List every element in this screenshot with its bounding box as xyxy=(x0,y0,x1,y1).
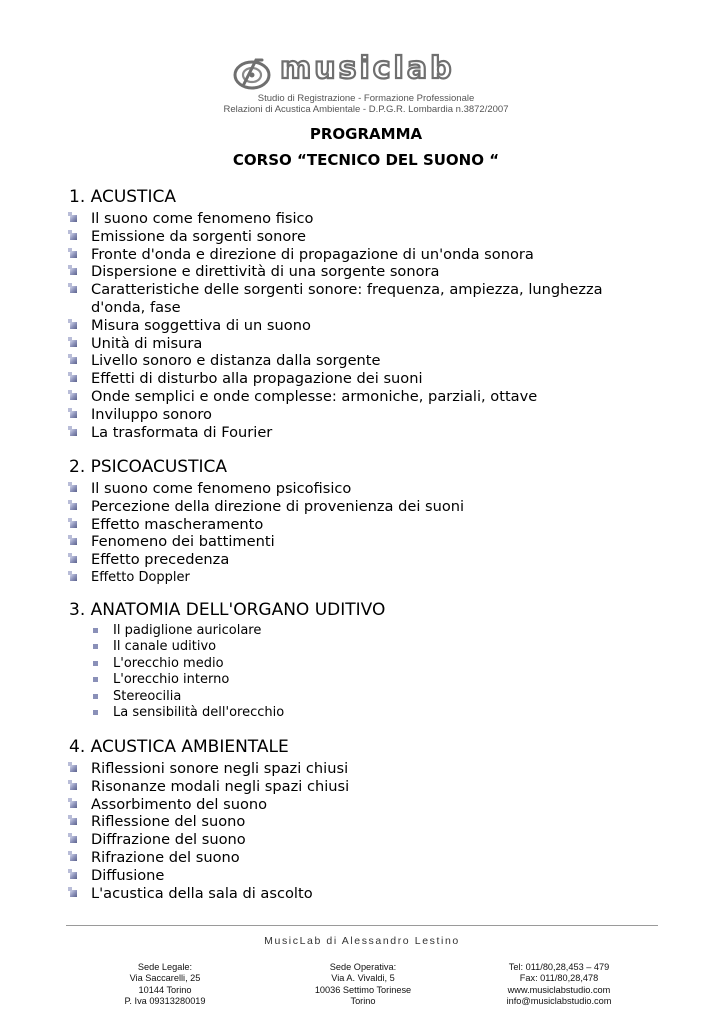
list-item: Dispersione e direttività di una sorgente sonora xyxy=(69,263,611,281)
footer-phone: Tel: 011/80,28,453 – 479 xyxy=(508,962,610,972)
list-item: Riflessioni sonore negli spazi chiusi xyxy=(69,760,611,778)
musiclab-logo-icon xyxy=(232,54,278,92)
square-bullet-icon xyxy=(70,357,77,364)
square-bullet-icon xyxy=(70,872,77,879)
list-item: L'acustica della sala di ascolto xyxy=(69,885,611,903)
footer-line: 10036 Settimo Torinese xyxy=(314,984,412,995)
footer-legal-address xyxy=(85,962,245,1007)
list-item: Effetto precedenza xyxy=(69,551,611,569)
square-bullet-icon xyxy=(70,268,77,275)
footer-line: Sede Legale: xyxy=(137,962,193,972)
square-bullet-icon xyxy=(70,393,77,400)
square-bullet-icon xyxy=(70,801,77,808)
list-item: L'orecchio medio xyxy=(91,656,633,672)
footer-contacts xyxy=(479,962,639,1007)
section-heading-anatomia: 3. ANATOMIA DELL'ORGANO UDITIVO xyxy=(69,600,386,620)
section-list-acustica xyxy=(69,210,611,441)
document-title: PROGRAMMA xyxy=(309,125,423,143)
square-bullet-icon xyxy=(70,538,77,545)
footer-website-link[interactable]: www.musiclabstudio.com xyxy=(507,984,611,995)
list-item: Percezione della direzione di provenienza dei suoni xyxy=(69,498,611,516)
list-item: Fenomeno dei battimenti xyxy=(69,533,611,551)
square-bullet-icon xyxy=(70,854,77,861)
square-bullet-icon xyxy=(70,340,77,347)
square-bullet-icon xyxy=(70,574,77,581)
list-item: Effetto Doppler xyxy=(69,569,611,587)
list-item: Diffusione xyxy=(69,867,611,885)
footer-line: Sede Operativa: xyxy=(329,962,397,972)
square-bullet-icon xyxy=(70,485,77,492)
list-item: Il canale uditivo xyxy=(91,639,633,655)
square-bullet-icon xyxy=(70,836,77,843)
square-bullet-icon xyxy=(93,661,98,666)
list-item: Caratteristiche delle sorgenti sonore: frequenza, ampiezza, lunghezza d'onda, fase xyxy=(69,281,611,317)
list-item: Effetti di disturbo alla propagazione dei suoni xyxy=(69,370,611,388)
square-bullet-icon xyxy=(70,286,77,293)
square-bullet-icon xyxy=(70,556,77,563)
list-item: Diffrazione del suono xyxy=(69,831,611,849)
list-item: Stereocilia xyxy=(91,689,633,705)
list-item: Unità di misura xyxy=(69,335,611,353)
footer-line: Via Saccarelli, 25 xyxy=(129,973,201,984)
list-item: Fronte d'onda e direzione di propagazione di un'onda sonora xyxy=(69,246,611,264)
square-bullet-icon xyxy=(70,233,77,240)
section-list-acustica-ambientale xyxy=(69,760,611,902)
square-bullet-icon xyxy=(70,251,77,258)
list-item: Il suono come fenomeno fisico xyxy=(69,210,611,228)
list-item: Emissione da sorgenti sonore xyxy=(69,228,611,246)
list-item: Rifrazione del suono xyxy=(69,849,611,867)
square-bullet-icon xyxy=(70,215,77,222)
square-bullet-icon xyxy=(93,694,98,699)
list-item: Assorbimento del suono xyxy=(69,796,611,814)
square-bullet-icon xyxy=(70,783,77,790)
list-item: La sensibilità dell'orecchio xyxy=(91,705,633,721)
section-heading-acustica-ambientale: 4. ACUSTICA AMBIENTALE xyxy=(69,737,289,757)
square-bullet-icon xyxy=(70,322,77,329)
square-bullet-icon xyxy=(70,375,77,382)
list-item: Il padiglione auricolare xyxy=(91,623,633,639)
square-bullet-icon xyxy=(70,765,77,772)
square-bullet-icon xyxy=(70,890,77,897)
square-bullet-icon xyxy=(70,411,77,418)
header-subtitle-line2: Relazioni di Acustica Ambientale - D.P.G.R. Lombardia n.3872/2007 xyxy=(223,104,509,115)
square-bullet-icon xyxy=(93,710,98,715)
footer-line: P. Iva 09313280019 xyxy=(124,995,206,1006)
footer-operative-address xyxy=(283,962,443,1007)
list-item: Livello sonoro e distanza dalla sorgente xyxy=(69,352,611,370)
header-subtitle-line1: Studio di Registrazione - Formazione Professionale xyxy=(257,93,475,104)
list-item: Onde semplici e onde complesse: armoniche, parziali, ottave xyxy=(69,388,611,406)
list-item: Misura soggettiva di un suono xyxy=(69,317,611,335)
footer-fax: Fax: 011/80,28,478 xyxy=(519,973,599,984)
square-bullet-icon xyxy=(93,628,98,633)
list-item: Riflessione del suono xyxy=(69,813,611,831)
square-bullet-icon xyxy=(93,677,98,682)
section-heading-acustica: 1. ACUSTICA xyxy=(69,187,176,207)
square-bullet-icon xyxy=(70,429,77,436)
footer-line: Torino xyxy=(350,995,376,1006)
list-item: Il suono come fenomeno psicofisico xyxy=(69,480,611,498)
square-bullet-icon xyxy=(70,503,77,510)
footer-line: 10144 Torino xyxy=(138,984,192,995)
list-item: Effetto mascheramento xyxy=(69,516,611,534)
section-heading-psicoacustica: 2. PSICOACUSTICA xyxy=(69,457,227,477)
list-item: Inviluppo sonoro xyxy=(69,406,611,424)
list-item: Risonanze modali negli spazi chiusi xyxy=(69,778,611,796)
section-list-anatomia xyxy=(91,623,633,721)
footer-line: Via A. Vivaldi, 5 xyxy=(331,973,395,984)
footer-email-link[interactable]: info@musiclabstudio.com xyxy=(506,995,612,1006)
footer-company-name: MusicLab di Alessandro Lestino xyxy=(264,935,460,947)
list-item: La trasformata di Fourier xyxy=(69,424,611,442)
section-list-psicoacustica xyxy=(69,480,611,587)
list-item: L'orecchio interno xyxy=(91,672,633,688)
square-bullet-icon xyxy=(93,644,98,649)
logo-wordmark: musiclab xyxy=(280,51,455,86)
square-bullet-icon xyxy=(70,521,77,528)
musiclab-logo xyxy=(232,51,490,92)
square-bullet-icon xyxy=(70,818,77,825)
footer-divider xyxy=(66,925,658,926)
document-subtitle: CORSO “TECNICO DEL SUONO “ xyxy=(232,151,500,169)
